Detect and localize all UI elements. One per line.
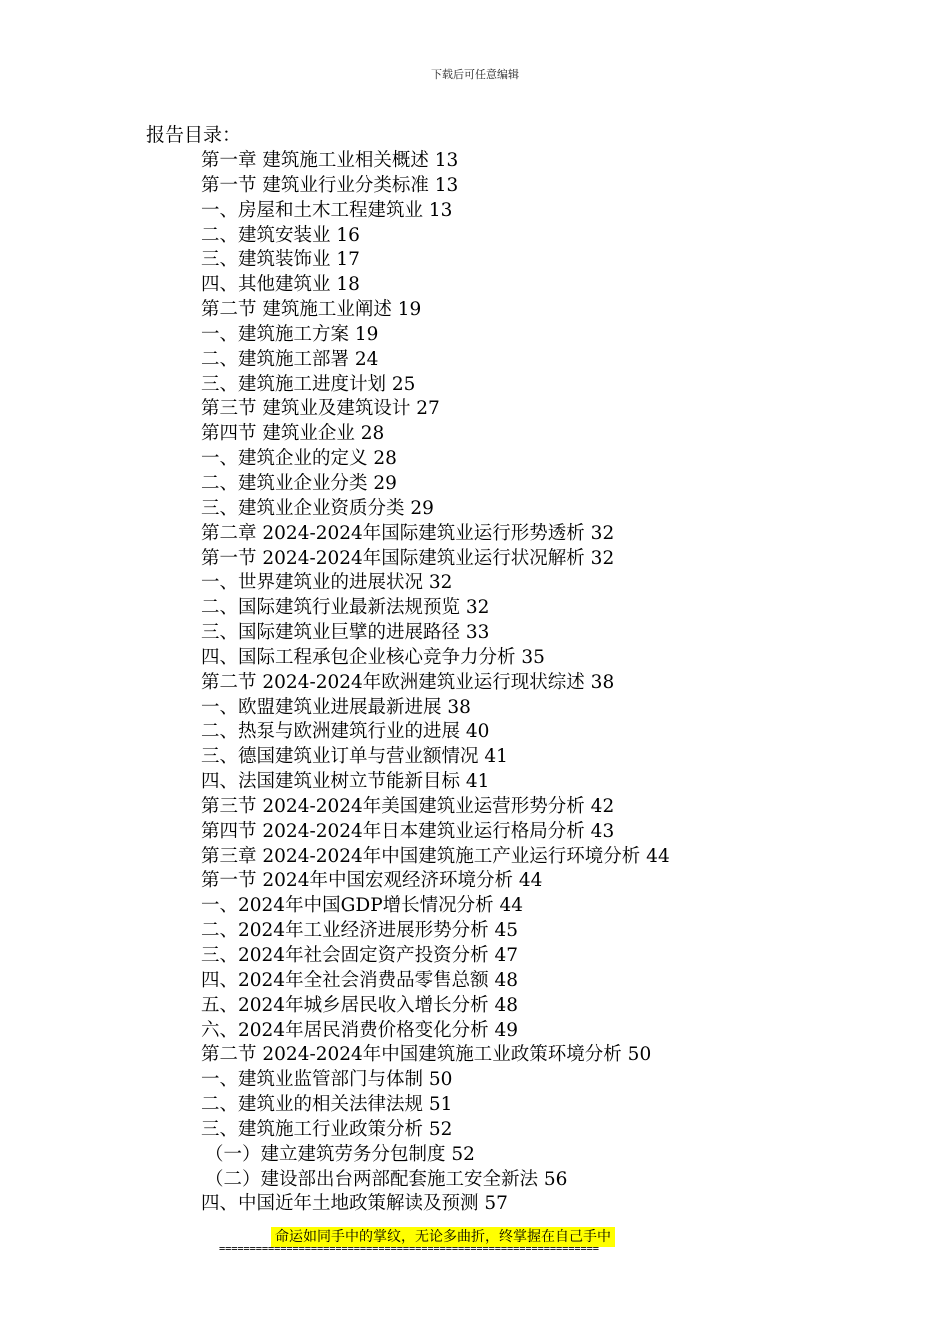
toc-entry: 第一节 2024年中国宏观经济环境分析 44 <box>201 870 543 892</box>
toc-entry: 五、2024年城乡居民收入增长分析 48 <box>201 994 519 1016</box>
toc-entry: （一）建立建筑劳务分包制度 52 <box>205 1143 475 1165</box>
toc-entry: 一、欧盟建筑业进展最新进展 38 <box>201 696 471 718</box>
toc-entry: 第二节 2024-2024年欧洲建筑业运行现状综述 38 <box>201 671 615 693</box>
toc-entry: 四、2024年全社会消费品零售总额 48 <box>201 969 519 991</box>
toc-entry: 三、德国建筑业订单与营业额情况 41 <box>201 746 508 768</box>
toc-entry: 第三节 建筑业及建筑设计 27 <box>201 398 440 420</box>
toc-entry: 第二节 建筑施工业阐述 19 <box>201 299 422 321</box>
toc-entry: 一、建筑企业的定义 28 <box>201 448 397 470</box>
toc-entry: 二、建筑施工部署 24 <box>201 348 379 370</box>
toc-entry: 二、建筑业的相关法律法规 51 <box>201 1094 453 1116</box>
toc-entry: 三、2024年社会固定资产投资分析 47 <box>201 945 519 966</box>
toc-entry: 三、建筑业企业资质分类 29 <box>201 497 434 519</box>
toc-entry: 第二节 2024-2024年中国建筑施工业政策环境分析 50 <box>201 1044 652 1066</box>
toc-entry: 三、建筑施工进度计划 25 <box>201 373 416 395</box>
toc-entry: 四、其他建筑业 18 <box>201 274 360 296</box>
toc-entry: 二、2024年工业经济进展形势分析 45 <box>201 920 519 942</box>
toc-entry: 第一节 2024-2024年国际建筑业运行状况解析 32 <box>201 547 615 569</box>
separator-rule: ============================================================== <box>219 1243 599 1255</box>
toc-entry: 四、中国近年土地政策解读及预测 57 <box>201 1193 508 1215</box>
toc-entry: 第一章 建筑施工业相关概述 13 <box>201 150 459 171</box>
toc-entry: 三、建筑装饰业 17 <box>201 249 360 271</box>
toc-entry: 第三节 2024-2024年美国建筑业运营形势分析 42 <box>201 795 615 817</box>
toc-entry: 第一节 建筑业行业分类标准 13 <box>201 174 459 196</box>
toc-entry: 一、2024年中国GDP增长情况分析 44 <box>201 895 524 917</box>
toc-entry: 四、国际工程承包企业核心竞争力分析 35 <box>201 646 545 668</box>
toc-entry: 三、建筑施工行业政策分析 52 <box>201 1118 453 1140</box>
footer-quote: 命运如同手中的掌纹，无论多曲折，终掌握在自己手中 <box>271 1227 615 1247</box>
toc-entry: 二、建筑安装业 16 <box>201 224 360 246</box>
toc-entry: 六、2024年居民消费价格变化分析 49 <box>201 1019 519 1041</box>
toc-entry: 第四节 建筑业企业 28 <box>201 423 385 445</box>
toc-entry: 一、建筑施工方案 19 <box>201 323 379 345</box>
toc-entry: 二、建筑业企业分类 29 <box>201 472 397 494</box>
toc-entry: 一、建筑业监管部门与体制 50 <box>201 1069 453 1091</box>
toc-entry: 第二章 2024-2024年国际建筑业运行形势透析 32 <box>201 522 615 544</box>
toc-entry: 一、世界建筑业的进展状况 32 <box>201 572 453 594</box>
toc-entry: 二、热泵与欧洲建筑行业的进展 40 <box>201 721 490 743</box>
toc-entry: 四、法国建筑业树立节能新目标 41 <box>201 771 490 793</box>
toc-entry: 第四节 2024-2024年日本建筑业运行格局分析 43 <box>201 820 615 842</box>
page-header: 下载后可任意编辑 <box>431 68 519 81</box>
toc-entry: 第三章 2024-2024年中国建筑施工产业运行环境分析 44 <box>201 845 670 867</box>
table-of-contents <box>201 149 670 1217</box>
toc-entry: （二）建设部出台两部配套施工安全新法 56 <box>205 1168 568 1190</box>
toc-entry: 二、国际建筑行业最新法规预览 32 <box>201 597 490 619</box>
toc-entry: 三、国际建筑业巨擘的进展路径 33 <box>201 622 490 644</box>
report-title: 报告目录： <box>146 124 242 146</box>
toc-entry: 一、房屋和土木工程建筑业 13 <box>201 199 453 221</box>
